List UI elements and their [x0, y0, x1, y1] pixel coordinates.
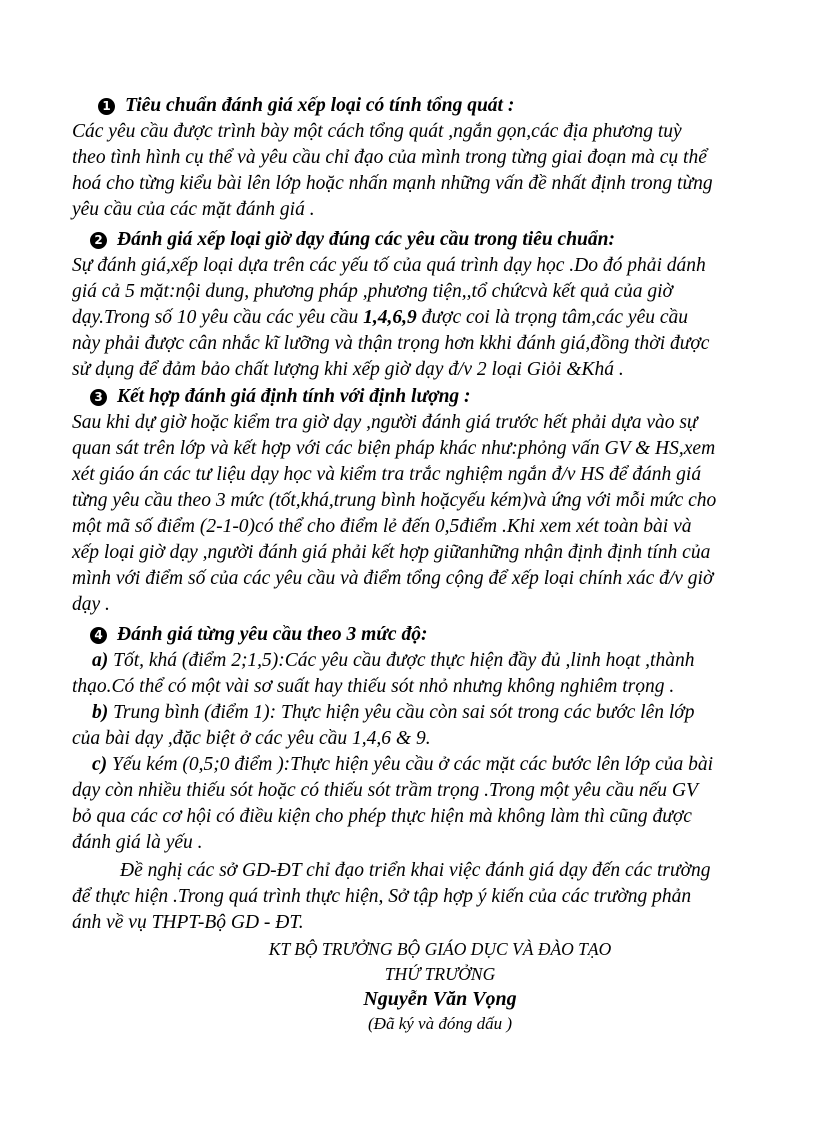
signature-note: (Đã ký và đóng dấu ): [368, 1014, 512, 1033]
section-2-line-3-pre: dạy.Trong số 10 yêu cầu các yêu cầu: [72, 307, 364, 328]
section-1-heading-text: Tiêu chuẩn đánh giá xếp loại có tính tổng quát :: [125, 95, 515, 116]
section-1-line-1: Các yêu cầu được trình bày một cách tổng quát ,ngắn gọn,các địa phương tuỳ: [72, 121, 682, 142]
section-3-line-4: từng yêu cầu theo 3 mức (tốt,khá,trung bình hoặcyếu kém)và ứng với mỗi mức cho: [72, 490, 717, 511]
number-badge-4: 4: [90, 627, 107, 644]
section-2-line-5: sử dụng để đảm bảo chất lượng khi xếp giờ dạy đ/v 2 loại Giỏi &Khá .: [72, 359, 624, 380]
item-b-label: b): [92, 702, 109, 723]
section-3-line-6: xếp loại giờ dạy ,người đánh giá phải kết hợp giữanhững nhận định định tính của: [72, 542, 711, 563]
item-c-line-3: bỏ qua các cơ hội có điều kiện cho phép thực hiện mà không làm thì cũng được: [72, 806, 692, 827]
section-2-line-3: [72, 305, 688, 331]
section-3-line-2: quan sát trên lớp và kết hợp với các biện pháp khác như:phỏng vấn GV & HS,xem: [72, 438, 716, 459]
section-4-heading: [90, 622, 427, 648]
item-c-line-1: [92, 752, 713, 778]
section-2-line-4: này phải được cân nhắc kĩ lưỡng và thận trọng hơn kkhi đánh giá,đồng thời được: [72, 333, 710, 354]
item-b-line-1: [92, 700, 694, 726]
item-c-line-2: dạy còn nhiều thiếu sót hoặc có thiếu sót trầm trọng .Trong một yêu cầu nếu GV: [72, 780, 698, 801]
closing-line-1: Đề nghị các sở GD-ĐT chỉ đạo triển khai việc đánh giá dạy đến các trường: [120, 860, 711, 881]
section-3-line-5: một mã số điểm (2-1-0)có thể cho điểm lẻ đến 0,5điểm .Khi xem xét toàn bài và: [72, 516, 692, 537]
key-requirements-numbers: 1,4,6,9: [363, 307, 417, 328]
section-4-heading-text: Đánh giá từng yêu cầu theo 3 mức độ:: [117, 624, 428, 645]
item-a-line-2: thạo.Có thể có một vài sơ suất hay thiếu sót nhỏ nhưng không nghiêm trọng .: [72, 676, 675, 697]
item-b-line-2: của bài dạy ,đặc biệt ở các yêu cầu 1,4,6 & 9.: [72, 728, 431, 749]
section-3-line-3: xét giáo án các tư liệu dạy học và kiểm tra trắc nghiệm ngắn đ/v HS để đánh giá: [72, 464, 702, 485]
signature-title: KT BỘ TRƯỞNG BỘ GIÁO DỤC VÀ ĐÀO TẠO: [268, 939, 612, 959]
item-c-label: c): [92, 754, 108, 775]
item-a-line-1: [92, 648, 694, 674]
signature-position: THỨ TRƯỞNG: [384, 964, 496, 984]
item-c-text: Yếu kém (0,5;0 điểm ):Thực hiện yêu cầu ở các mặt các bước lên lớp của bài: [107, 754, 714, 775]
number-badge-1: 1: [98, 98, 115, 115]
section-3-line-7: mình với điểm số của các yêu cầu và điểm tổng cộng để xếp loại chính xác đ/v giờ: [72, 568, 714, 589]
section-3-line-8: dạy .: [72, 594, 110, 615]
item-a-text: Tốt, khá (điểm 2;1,5):Các yêu cầu được thực hiện đầy đủ ,linh hoạt ,thành: [108, 650, 695, 671]
section-3-heading-text: Kết hợp đánh giá định tính với định lượng :: [117, 386, 471, 407]
item-c-line-4: đánh giá là yếu .: [72, 832, 203, 853]
section-1-heading: [98, 93, 514, 119]
signatory-name: Nguyễn Văn Vọng: [363, 988, 517, 1010]
closing-line-2: để thực hiện .Trong quá trình thực hiện, Sở tập hợp ý kiến của các trường phản: [72, 886, 692, 907]
number-badge-2: 2: [90, 232, 107, 249]
item-b-text: Trung bình (điểm 1): Thực hiện yêu cầu còn sai sót trong các bước lên lớp: [108, 702, 695, 723]
section-1-line-2: theo tình hình cụ thể và yêu cầu chỉ đạo của mình trong từng giai đoạn mà cụ thể: [72, 147, 707, 168]
section-2-line-2: giá cả 5 mặt:nội dung, phương pháp ,phương tiện,,tổ chứcvà kết quả của giờ: [72, 281, 673, 302]
section-2-heading-text: Đánh giá xếp loại giờ dạy đúng các yêu cầu trong tiêu chuẩn:: [117, 229, 615, 250]
section-1-line-3: hoá cho từng kiểu bài lên lớp hoặc nhấn mạnh những vấn đề nhất định trong từng: [72, 173, 713, 194]
item-a-label: a): [92, 650, 109, 671]
section-2-line-1: Sự đánh giá,xếp loại dựa trên các yếu tố của quá trình dạy học .Do đó phải dánh: [72, 255, 706, 276]
section-3-line-1: Sau khi dự giờ hoặc kiểm tra giờ dạy ,người đánh giá trước hết phải dựa vào sự: [72, 412, 698, 433]
section-2-heading: [90, 227, 615, 253]
section-1-line-4: yêu cầu của các mặt đánh giá .: [72, 199, 315, 220]
number-badge-3: 3: [90, 389, 107, 406]
closing-line-3: ánh về vụ THPT-Bộ GD - ĐT.: [72, 912, 304, 933]
section-2-line-3-post: được coi là trọng tâm,các yêu cầu: [416, 307, 689, 328]
section-3-heading: [90, 384, 471, 410]
